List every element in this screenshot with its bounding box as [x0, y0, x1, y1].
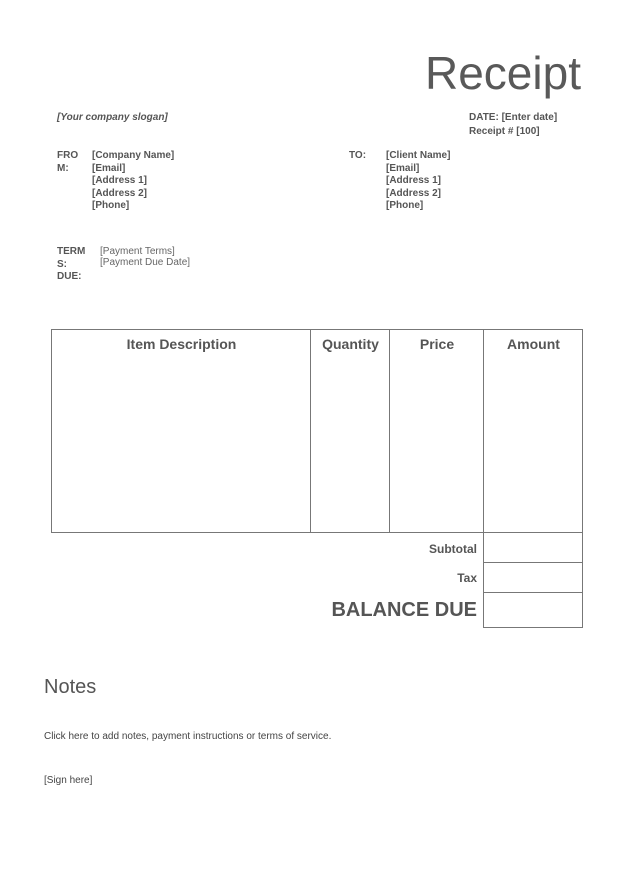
from-label	[57, 150, 83, 175]
column-divider	[310, 330, 311, 532]
from-address-block[interactable]	[92, 150, 174, 213]
terms-values[interactable]	[100, 246, 190, 268]
to-client-name[interactable]: [Client Name]	[386, 150, 451, 161]
from-email[interactable]: [Email]	[92, 162, 126, 174]
date-field[interactable]: DATE: [Enter date]	[469, 112, 558, 123]
balance-due-value[interactable]	[483, 592, 583, 628]
terms-label	[57, 246, 87, 284]
payment-due-date-field[interactable]: [Payment Due Date]	[100, 257, 191, 268]
column-header-price: Price	[419, 336, 455, 352]
from-company-name[interactable]: [Company Name]	[92, 150, 175, 161]
from-label-line2: M:	[57, 162, 69, 174]
tax-value[interactable]	[483, 562, 583, 593]
subtotal-label: Subtotal	[429, 542, 477, 556]
from-address-2[interactable]: [Address 2]	[92, 187, 148, 199]
tax-label: Tax	[457, 571, 477, 585]
signature-field[interactable]: [Sign here]	[44, 775, 93, 786]
subtotal-value[interactable]	[483, 533, 583, 563]
to-address-block[interactable]	[386, 150, 450, 213]
to-phone[interactable]: [Phone]	[386, 200, 424, 211]
column-header-item-description: Item Description	[126, 336, 237, 352]
company-slogan[interactable]: [Your company slogan]	[57, 112, 168, 123]
column-divider	[483, 330, 484, 532]
payment-terms-field[interactable]: [Payment Terms]	[100, 246, 175, 257]
balance-due-label: BALANCE DUE	[331, 599, 477, 621]
column-header-quantity: Quantity	[322, 336, 379, 352]
to-email[interactable]: [Email]	[386, 162, 420, 174]
to-label: TO:	[349, 150, 367, 161]
column-header-amount: Amount	[507, 336, 560, 352]
from-phone[interactable]: [Phone]	[92, 200, 130, 211]
to-address-2[interactable]: [Address 2]	[386, 187, 442, 199]
items-table[interactable]	[51, 329, 583, 533]
terms-label-line1: TERM	[57, 246, 86, 257]
to-address-1[interactable]: [Address 1]	[386, 175, 442, 186]
receipt-meta	[469, 111, 557, 139]
due-label: DUE:	[57, 271, 82, 282]
notes-text[interactable]: Click here to add notes, payment instructions or terms of service.	[44, 731, 332, 742]
receipt-number-field[interactable]: Receipt # [100]	[469, 126, 540, 137]
notes-heading: Notes	[44, 676, 97, 698]
from-address-1[interactable]: [Address 1]	[92, 175, 148, 186]
from-label-line1: FRO	[57, 150, 79, 161]
document-title: Receipt	[425, 47, 581, 99]
column-divider	[389, 330, 390, 532]
terms-label-line2: S:	[57, 258, 67, 270]
